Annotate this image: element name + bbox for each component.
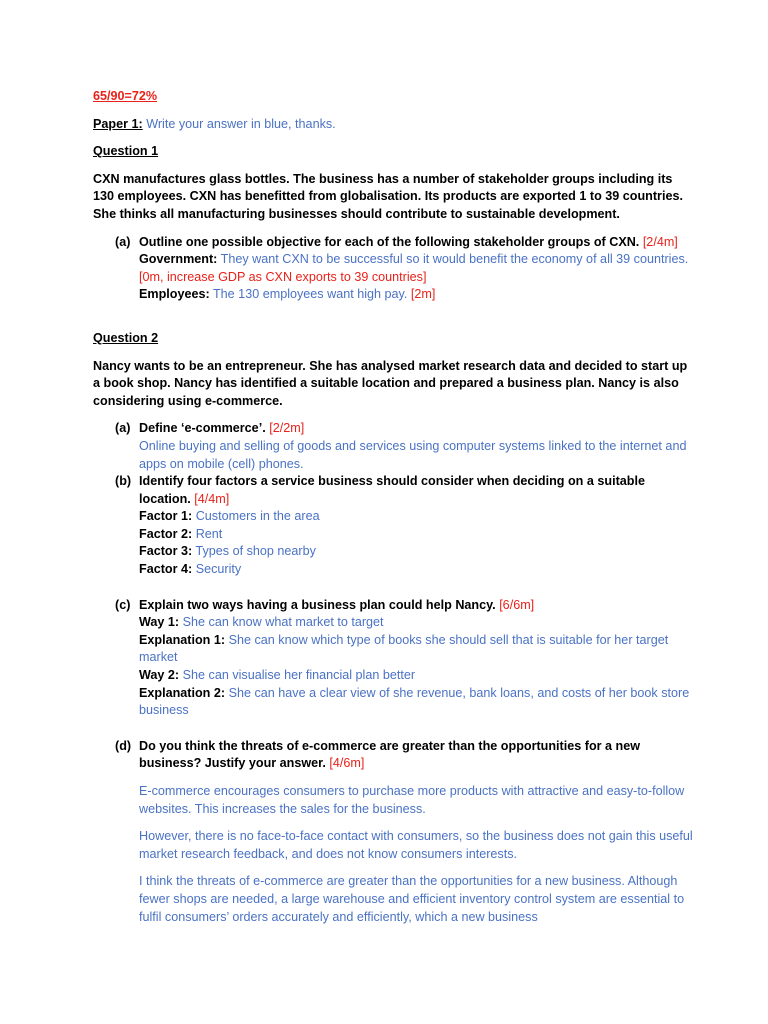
factor-row [139,543,693,561]
factor-label: Factor 3: [139,544,193,559]
question-2c-mark: [6/6m] [499,597,535,612]
question-2d-label: (d) [115,738,132,753]
question-2c-label: (c) [115,597,131,612]
question-2b [93,473,693,579]
explanation-2-answer: She can have a clear view of she revenue, bank loans, and costs of her book store business [139,685,690,718]
way-1-answer: She can know what market to target [182,615,384,630]
question-1-title: Question 1 [93,144,159,159]
question-2a-text: Define ‘e-commerce’. [139,421,266,436]
score: 65/90=72% [93,89,158,103]
factor-label: Factor 1: [139,509,193,524]
question-1a [93,234,693,304]
question-2a-mark: [2/2m] [269,421,305,436]
question-2c [93,597,693,720]
factor-value: Customers in the area [195,509,320,524]
factor-row [139,526,693,544]
way-2-answer: She can visualise her financial plan better [182,668,416,683]
factor-value: Types of shop nearby [195,544,316,559]
government-label: Government: [139,252,218,267]
question-2d-mark: [4/6m] [329,756,365,771]
way-1-label: Way 1: [139,615,180,630]
question-2a-answer: Online buying and selling of goods and services using computer systems linked to the internet and apps on mobile (cell) phones. [139,438,687,471]
factor-label: Factor 2: [139,526,193,541]
question-2b-mark: [4/4m] [194,491,230,506]
paper-instruction-text: Write your answer in blue, thanks. [146,116,336,131]
government-answer: They want CXN to be successful so it would benefit the economy of all 39 countries. [220,252,689,267]
factor-row [139,561,693,579]
question-2c-text: Explain two ways having a business plan could help Nancy. [139,597,496,612]
factor-value: Rent [195,526,223,541]
government-feedback: [0m, increase GDP as CXN exports to 39 countries] [139,269,427,284]
question-2a-label: (a) [115,421,131,436]
factor-value: Security [195,562,242,577]
way-2-label: Way 2: [139,668,180,683]
question-2d-paragraph-1: E-commerce encourages consumers to purchase more products with attractive and easy-to-follow websites. This increases the sales for the business. [139,784,685,816]
question-2-stem: Nancy wants to be an entrepreneur. She has analysed market research data and decided to start up a book shop. Nancy has identified a suitable location and prepared a business plan. Nancy is also considering using e-commerce. [93,358,688,408]
question-2d [93,738,693,926]
question-2-title: Question 2 [93,330,159,345]
employees-answer: The 130 employees want high pay. [212,287,408,302]
question-1a-mark: [2/4m] [642,234,678,249]
question-1-stem: CXN manufactures glass bottles. The business has a number of stakeholder groups including its 130 employees. CXN has benefitted from globalisation. Its products are exported 1 to 39 countries. She thinks all manufacturing businesses should contribute to sustainable development. [93,171,683,221]
factor-label: Factor 4: [139,562,193,577]
factor-row [139,508,693,526]
question-2a [93,420,693,473]
paper-label: Paper 1: [93,116,143,131]
explanation-1-answer: She can know which type of books she should sell that is suitable for her target market [139,632,669,665]
explanation-2-label: Explanation 2: [139,685,226,700]
question-2b-text: Identify four factors a service business should consider when deciding on a suitable location. [139,474,645,506]
question-2d-text: Do you think the threats of e-commerce are greater than the opportunities for a new business? Justify your answer. [139,738,641,771]
question-2b-label: (b) [115,474,132,489]
employees-label: Employees: [139,287,210,302]
question-2d-paragraph-3: I think the threats of e-commerce are greater than the opportunities for a new business. Although fewer shops are needed, a large warehouse and efficient inventory control system are essential to fulfil consumers’ orders accurately and efficiently, which a new business [139,874,685,924]
employees-mark: [2m] [410,287,436,302]
explanation-1-label: Explanation 1: [139,632,226,647]
question-1a-label: (a) [115,234,131,249]
document-page [93,88,693,926]
paper-instruction [93,116,693,134]
question-2d-paragraph-2: However, there is no face-to-face contact with consumers, so the business does not gain this useful market research feedback, and does not know consumers interests. [139,829,693,861]
question-1a-text: Outline one possible objective for each of the following stakeholder groups of CXN. [139,234,640,249]
